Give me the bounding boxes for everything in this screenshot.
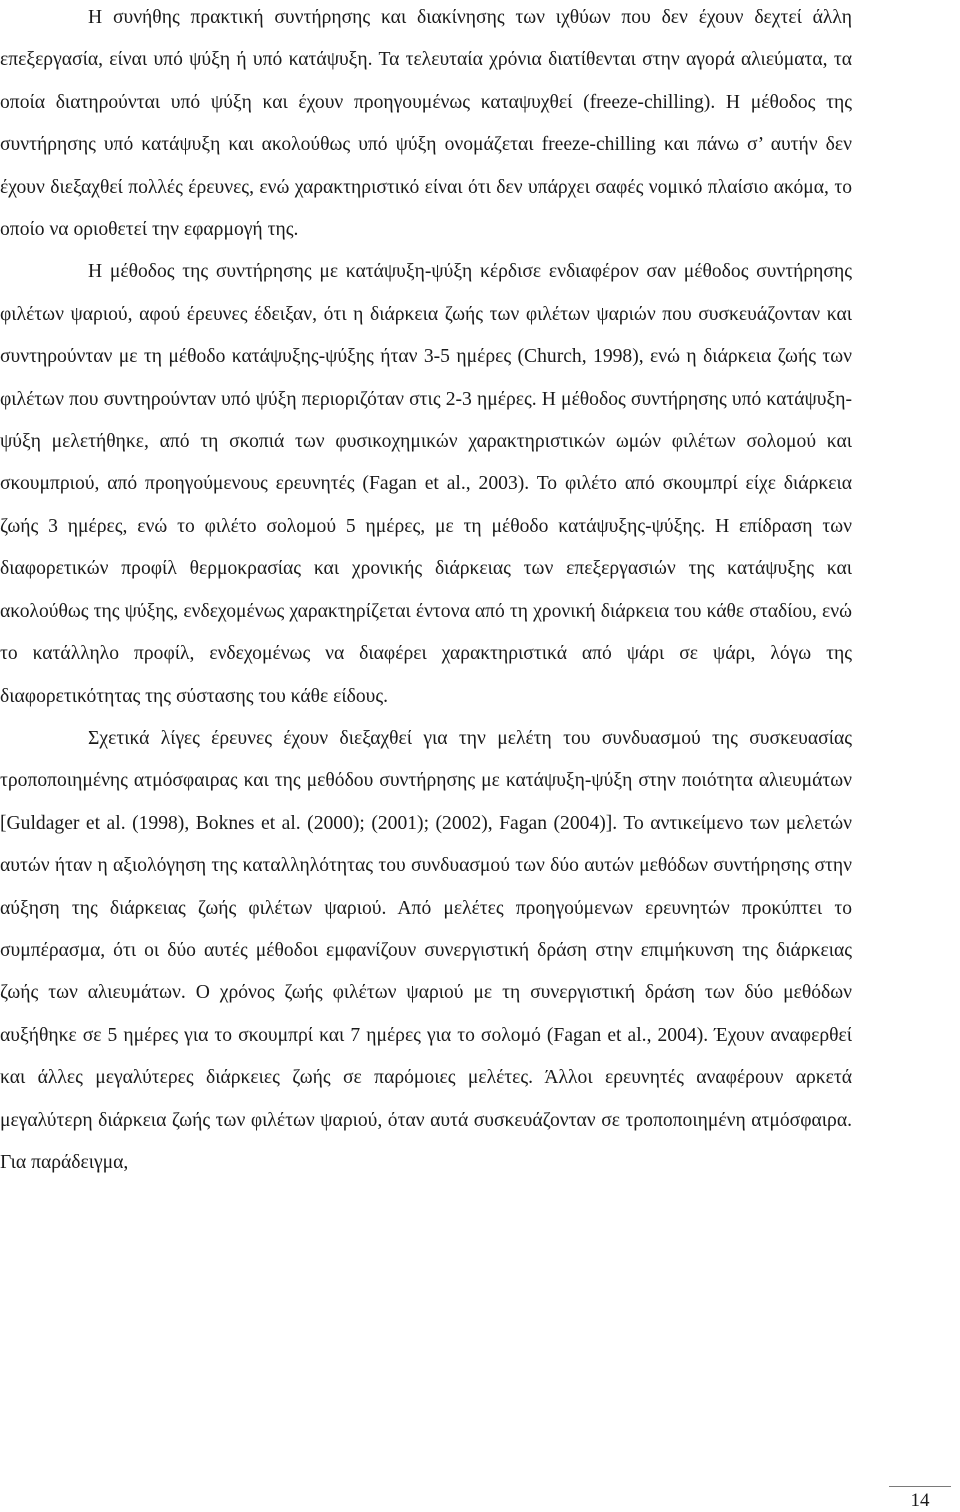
page-number: 14	[910, 1490, 930, 1511]
paragraph-freeze-chilling-intro: Η συνήθης πρακτική συντήρησης και διακίνησης των ιχθύων που δεν έχουν δεχτεί άλλη επεξεργασία, είναι υπό ψύξη ή υπό κατάψυξη. Τα τελευταία χρόνια διατίθενται στην αγορά αλιεύματα, τα οποία διατηρούνται υπό ψύξη και έχουν προηγουμένως καταψυχθεί (freeze-chilling). Η μέθοδος της συντήρησης υπό κατάψυξη και ακολούθως υπό ψύξη ονομάζεται freeze-chilling και πάνω σ’ αυτήν δεν έχουν διεξαχθεί πολλές έρευνες, ενώ χαρακτηριστικό είναι ότι δεν υπάρχει σαφές νομικό πλαίσιο ακόμα, το οποίο να οριοθετεί την εφαρμογή της.	[0, 7, 852, 241]
page-number-divider	[889, 1486, 951, 1487]
paragraph-freeze-chilling-shelf-life: Η μέθοδος της συντήρησης με κατάψυξη-ψύξη κέρδισε ενδιαφέρον σαν μέθοδος συντήρησης φιλέτων ψαριού, αφού έρευνες έδειξαν, ότι η διάρκεια ζωής των φιλέτων ψαριών που συσκευάζονταν και συντηρούνταν με τη μέθοδο κατάψυξης-ψύξης ήταν 3-5 ημέρες (Church, 1998), ενώ η διάρκεια ζωής των φιλέτων που συντηρούνταν υπό ψύξη περιοριζόταν στις 2-3 ημέρες. Η μέθοδος συντήρησης υπό κατάψυξη-ψύξη μελετήθηκε, από τη σκοπιά των φυσικοχημικών χαρακτηριστικών ωμών φιλέτων σολομού και σκουμπριού, από προηγούμενους ερευνητές (Fagan et al., 2003). Το φιλέτο από σκουμπρί είχε διάρκεια ζωής 3 ημέρες, ενώ το φιλέτο σολομού 5 ημέρες, με τη μέθοδο κατάψυξης-ψύξης. Η επίδραση των διαφορετικών προφίλ θερμοκρασίας και χρονικής διάρκειας των επεξεργασιών της κατάψυξης και ακολούθως της ψύξης, ενδεχομένως χαρακτηρίζεται έντονα από τη χρονική διάρκεια του κάθε σταδίου, ενώ το κατάλληλο προφίλ, ενδεχομένως να διαφέρει χαρακτηριστικά από ψάρι σε ψάρι, λόγω της διαφορετικότητας της σύστασης του κάθε είδους.	[0, 261, 852, 707]
paragraph-modified-atmosphere: Σχετικά λίγες έρευνες έχουν διεξαχθεί για την μελέτη του συνδυασμού της συσκευασίας τροποποιημένης ατμόσφαιρας και της μεθόδου συντήρησης με κατάψυξη-ψύξη στην ποιότητα αλιευμάτων [Guldager et al. (1998), Boknes et al. (2000); (2001); (2002), Fagan (2004)]. Το αντικείμενο των μελετών αυτών ήταν η αξιολόγηση της καταλληλότητας του συνδυασμού των δύο αυτών μεθόδων συντήρησης στην αύξηση της διάρκειας ζωής φιλέτων ψαριού. Από μελέτες προηγούμενων ερευνητών προκύπτει το συμπέρασμα, ότι οι δύο αυτές μέθοδοι εμφανίζουν συνεργιστική δράση στην επιμήκυνση της διάρκειας ζωής των αλιευμάτων. Ο χρόνος ζωής φιλέτων ψαριού με τη συνεργιστική δράση των δύο μεθόδων αυξήθηκε σε 5 ημέρες για το σκουμπρί και 7 ημέρες για το σολομό (Fagan et al., 2004). Έχουν αναφερθεί και άλλες μεγαλύτερες διάρκειες ζωής σε παρόμοιες μελέτες. Άλλοι ερευνητές αναφέρουν αρκετά μεγαλύτερη διάρκεια ζωής των φιλέτων ψαριού, όταν αυτά συσκευάζονταν σε τροποποιημένη ατμόσφαιρα. Για παράδειγμα,	[0, 727, 852, 1173]
